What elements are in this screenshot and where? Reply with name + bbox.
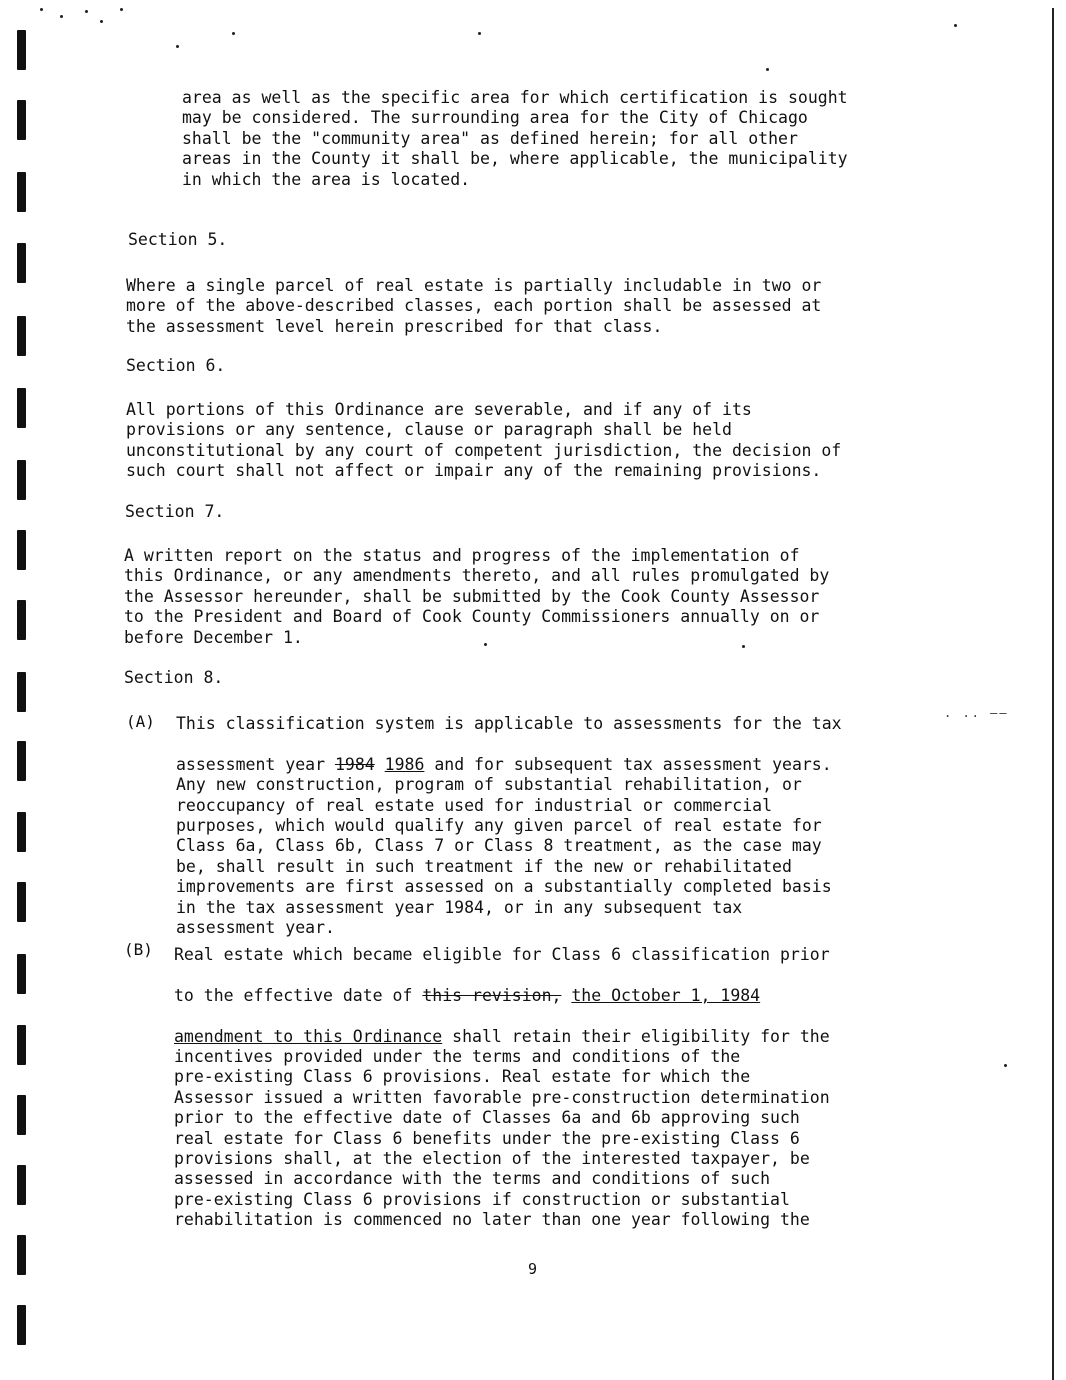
subsection-a-line-2-pre: assessment year	[176, 754, 335, 774]
binder-mark	[17, 388, 26, 428]
section-7-heading: Section 7.	[125, 502, 225, 521]
subsection-a-line-2-post: and for subsequent tax assessment years.	[424, 754, 832, 774]
scan-speck	[40, 8, 43, 11]
binder-mark	[17, 954, 26, 994]
binder-mark	[17, 741, 26, 781]
inserted-year: 1986	[384, 754, 425, 774]
inserted-date: the October 1, 1984	[571, 985, 761, 1005]
binder-mark	[17, 30, 26, 70]
scan-speck	[1004, 1064, 1007, 1067]
binder-mark	[17, 172, 26, 212]
binder-mark	[17, 600, 26, 640]
intro-paragraph: area as well as the specific area for which certification is sought may be considered. The surrounding area for the City of Chicago shall be the "community area" as defined herein; for all other areas in the County it shall be, where applicable, the municipality in which the area is located.	[182, 88, 848, 189]
section-7-paragraph: A written report on the status and progress of the implementation of this Ordinance, or any amendments thereto, and all rules promulgated by the Assessor hereunder, shall be submitted by the Cook County Assessor to the President and Board of Cook County Commissioners annually on or before December 1.	[124, 546, 830, 647]
scan-speck	[60, 15, 63, 18]
subsection-a-line-1: This classification system is applicable to assessments for the tax	[176, 714, 842, 733]
subsection-b-line-3-post: shall retain their eligibility for the	[442, 1026, 830, 1046]
inserted-amendment: amendment to this Ordinance	[174, 1026, 443, 1046]
binder-mark	[17, 1305, 26, 1345]
subsection-a-label: (A)	[126, 712, 155, 731]
binder-mark	[17, 100, 26, 140]
subsection-b-line-1: Real estate which became eligible for Class 6 classification prior	[174, 945, 830, 964]
binder-mark	[17, 243, 26, 283]
scan-speck	[100, 20, 103, 23]
subsection-b	[174, 945, 830, 1231]
subsection-a-line-2	[176, 734, 842, 775]
binder-mark	[17, 882, 26, 922]
section-6-heading: Section 6.	[126, 356, 226, 375]
struck-year: 1984	[334, 754, 375, 774]
scan-speck	[85, 10, 88, 13]
binder-mark	[17, 460, 26, 500]
binder-mark	[17, 316, 26, 356]
subsection-b-line-3	[174, 1006, 830, 1047]
scan-speck	[176, 45, 179, 48]
scan-speck	[120, 8, 123, 11]
binder-mark	[17, 1025, 26, 1065]
binder-mark	[17, 530, 26, 570]
section-6-paragraph: All portions of this Ordinance are severable, and if any of its provisions or any sentence, clause or paragraph shall be held unconstitutional by any court of competent jurisdiction, the decision of such court shall not affect or impair any of the remaining provisions.	[126, 400, 842, 481]
subsection-b-line-2-pre: to the effective date of	[174, 985, 423, 1005]
binder-mark	[17, 1235, 26, 1275]
binder-mark	[17, 812, 26, 852]
binder-mark	[17, 1095, 26, 1135]
page-edge-line	[1052, 8, 1054, 1380]
section-5-heading: Section 5.	[128, 230, 228, 249]
section-8-heading: Section 8.	[124, 668, 224, 687]
subsection-a-body: Any new construction, program of substantial rehabilitation, or reoccupancy of real estate used for industrial or commercial purposes, which would qualify any given parcel of real estate for Class 6a, Class 6b, Class 7 or Class 8 treatment, as the case may be, shall result in such treatment if the new or rehabilitated improvements are first assessed on a substantially completed basis in the tax assessment year 1984, or in any subsequent tax assessment year.	[176, 775, 832, 938]
section-5-paragraph: Where a single parcel of real estate is partially includable in two or more of the above-described classes, each portion shall be assessed at the assessment level herein prescribed for that class.	[126, 276, 822, 336]
scan-dash-mark: . .. ——	[944, 706, 1009, 720]
scan-speck	[766, 68, 769, 71]
binder-mark	[17, 1165, 26, 1205]
subsection-b-body: incentives provided under the terms and conditions of the pre-existing Class 6 provisions. Real estate for which the Assessor issued a written favorable pre-construction determination prior to the effective date of Classes 6a and 6b approving such real estate for Class 6 benefits under the pre-existing Class 6 provisions shall, at the election of the interested taxpayer, be assessed in accordance with the terms and conditions of such pre-existing Class 6 provisions if construction or substantial rehabilitation is commenced no later than one year following the	[174, 1047, 830, 1230]
scan-speck	[478, 32, 481, 35]
binder-mark	[17, 672, 26, 712]
scan-speck	[232, 32, 235, 35]
subsection-b-line-2	[174, 965, 830, 1006]
scan-speck	[954, 24, 957, 27]
subsection-a	[176, 714, 842, 938]
page-number: 9	[528, 1260, 538, 1278]
struck-text: this revision,	[422, 985, 562, 1005]
subsection-b-label: (B)	[124, 940, 153, 959]
